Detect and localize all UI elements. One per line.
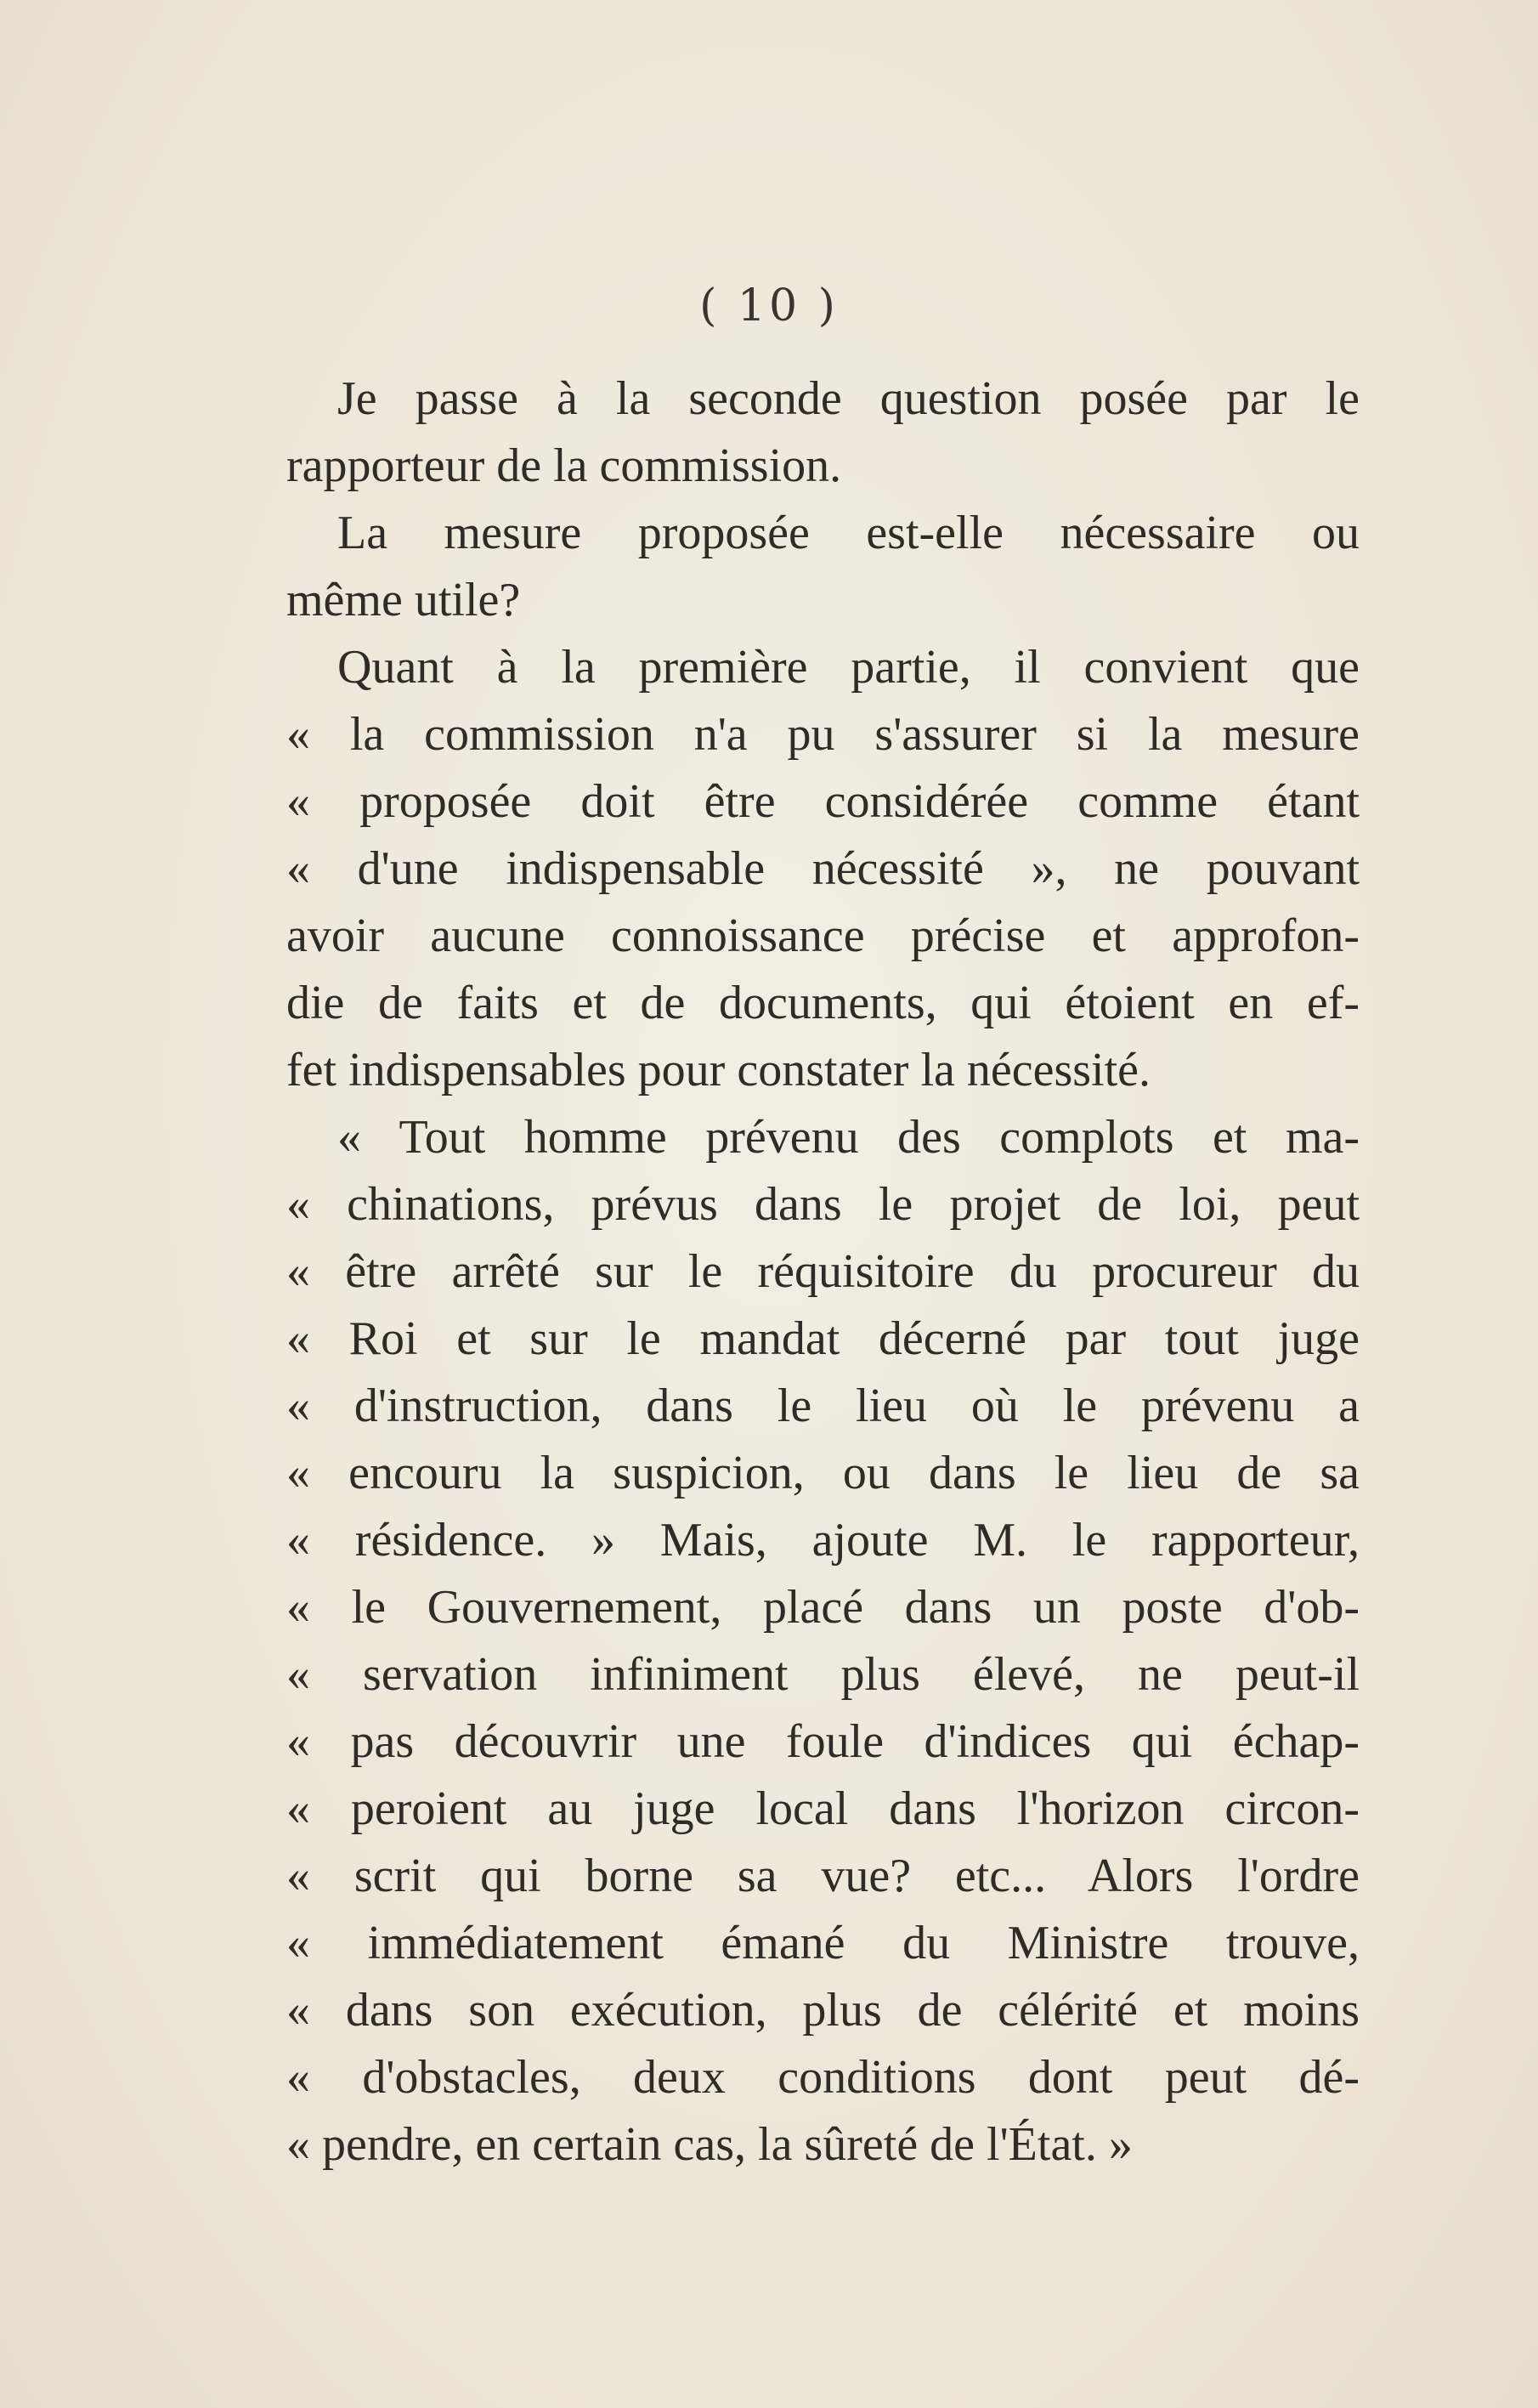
text-line: « résidence. » Mais, ajoute M. le rapporteur,: [286, 1514, 1360, 1567]
text-line: « Roi et sur le mandat décerné par tout juge: [286, 1312, 1360, 1365]
text-line: « dans son exécution, plus de célérité et moins: [286, 1984, 1360, 2037]
text-line: « la commission n'a pu s'assurer si la mesure: [286, 708, 1360, 761]
text-line: « encouru la suspicion, ou dans le lieu de sa: [286, 1447, 1360, 1499]
text-line: même utile?: [286, 574, 521, 626]
text-line: « servation infiniment plus élevé, ne peut-il: [286, 1648, 1360, 1701]
text-line: « chinations, prévus dans le projet de loi, peut: [286, 1178, 1360, 1231]
text-line: die de faits et de documents, qui étoient en ef-: [286, 977, 1360, 1029]
text-line: « pas découvrir une foule d'indices qui échap-: [286, 1715, 1360, 1768]
text-line: « d'une indispensable nécessité », ne pouvant: [286, 842, 1360, 895]
page-number: ( 10 ): [699, 280, 839, 331]
text-line: « le Gouvernement, placé dans un poste d'ob-: [286, 1581, 1360, 1634]
text-line: Je passe à la seconde question posée par le: [337, 372, 1360, 425]
text-line: avoir aucune connoissance précise et approfon-: [286, 909, 1360, 962]
text-line: « scrit qui borne sa vue? etc... Alors l'ordre: [286, 1850, 1360, 1902]
text-line: rapporteur de la commission.: [286, 439, 842, 492]
text-line: Quant à la première partie, il convient que: [337, 641, 1360, 694]
text-line: fet indispensables pour constater la nécessité.: [286, 1044, 1151, 1096]
text-line: « proposée doit être considérée comme étant: [286, 775, 1360, 828]
text-line: « Tout homme prévenu des complots et ma-: [337, 1111, 1360, 1164]
text-line: « pendre, en certain cas, la sûreté de l'État. »: [286, 2118, 1133, 2171]
text-line: « d'obstacles, deux conditions dont peut dé-: [286, 2051, 1360, 2104]
text-line: La mesure proposée est-elle nécessaire ou: [337, 507, 1360, 559]
text-line: « peroient au juge local dans l'horizon circon-: [286, 1782, 1360, 1835]
text-line: « être arrêté sur le réquisitoire du procureur du: [286, 1245, 1360, 1298]
text-line: « d'instruction, dans le lieu où le prévenu a: [286, 1380, 1360, 1432]
text-line: « immédiatement émané du Ministre trouve,: [286, 1917, 1360, 1969]
body-text: [286, 365, 1360, 2179]
